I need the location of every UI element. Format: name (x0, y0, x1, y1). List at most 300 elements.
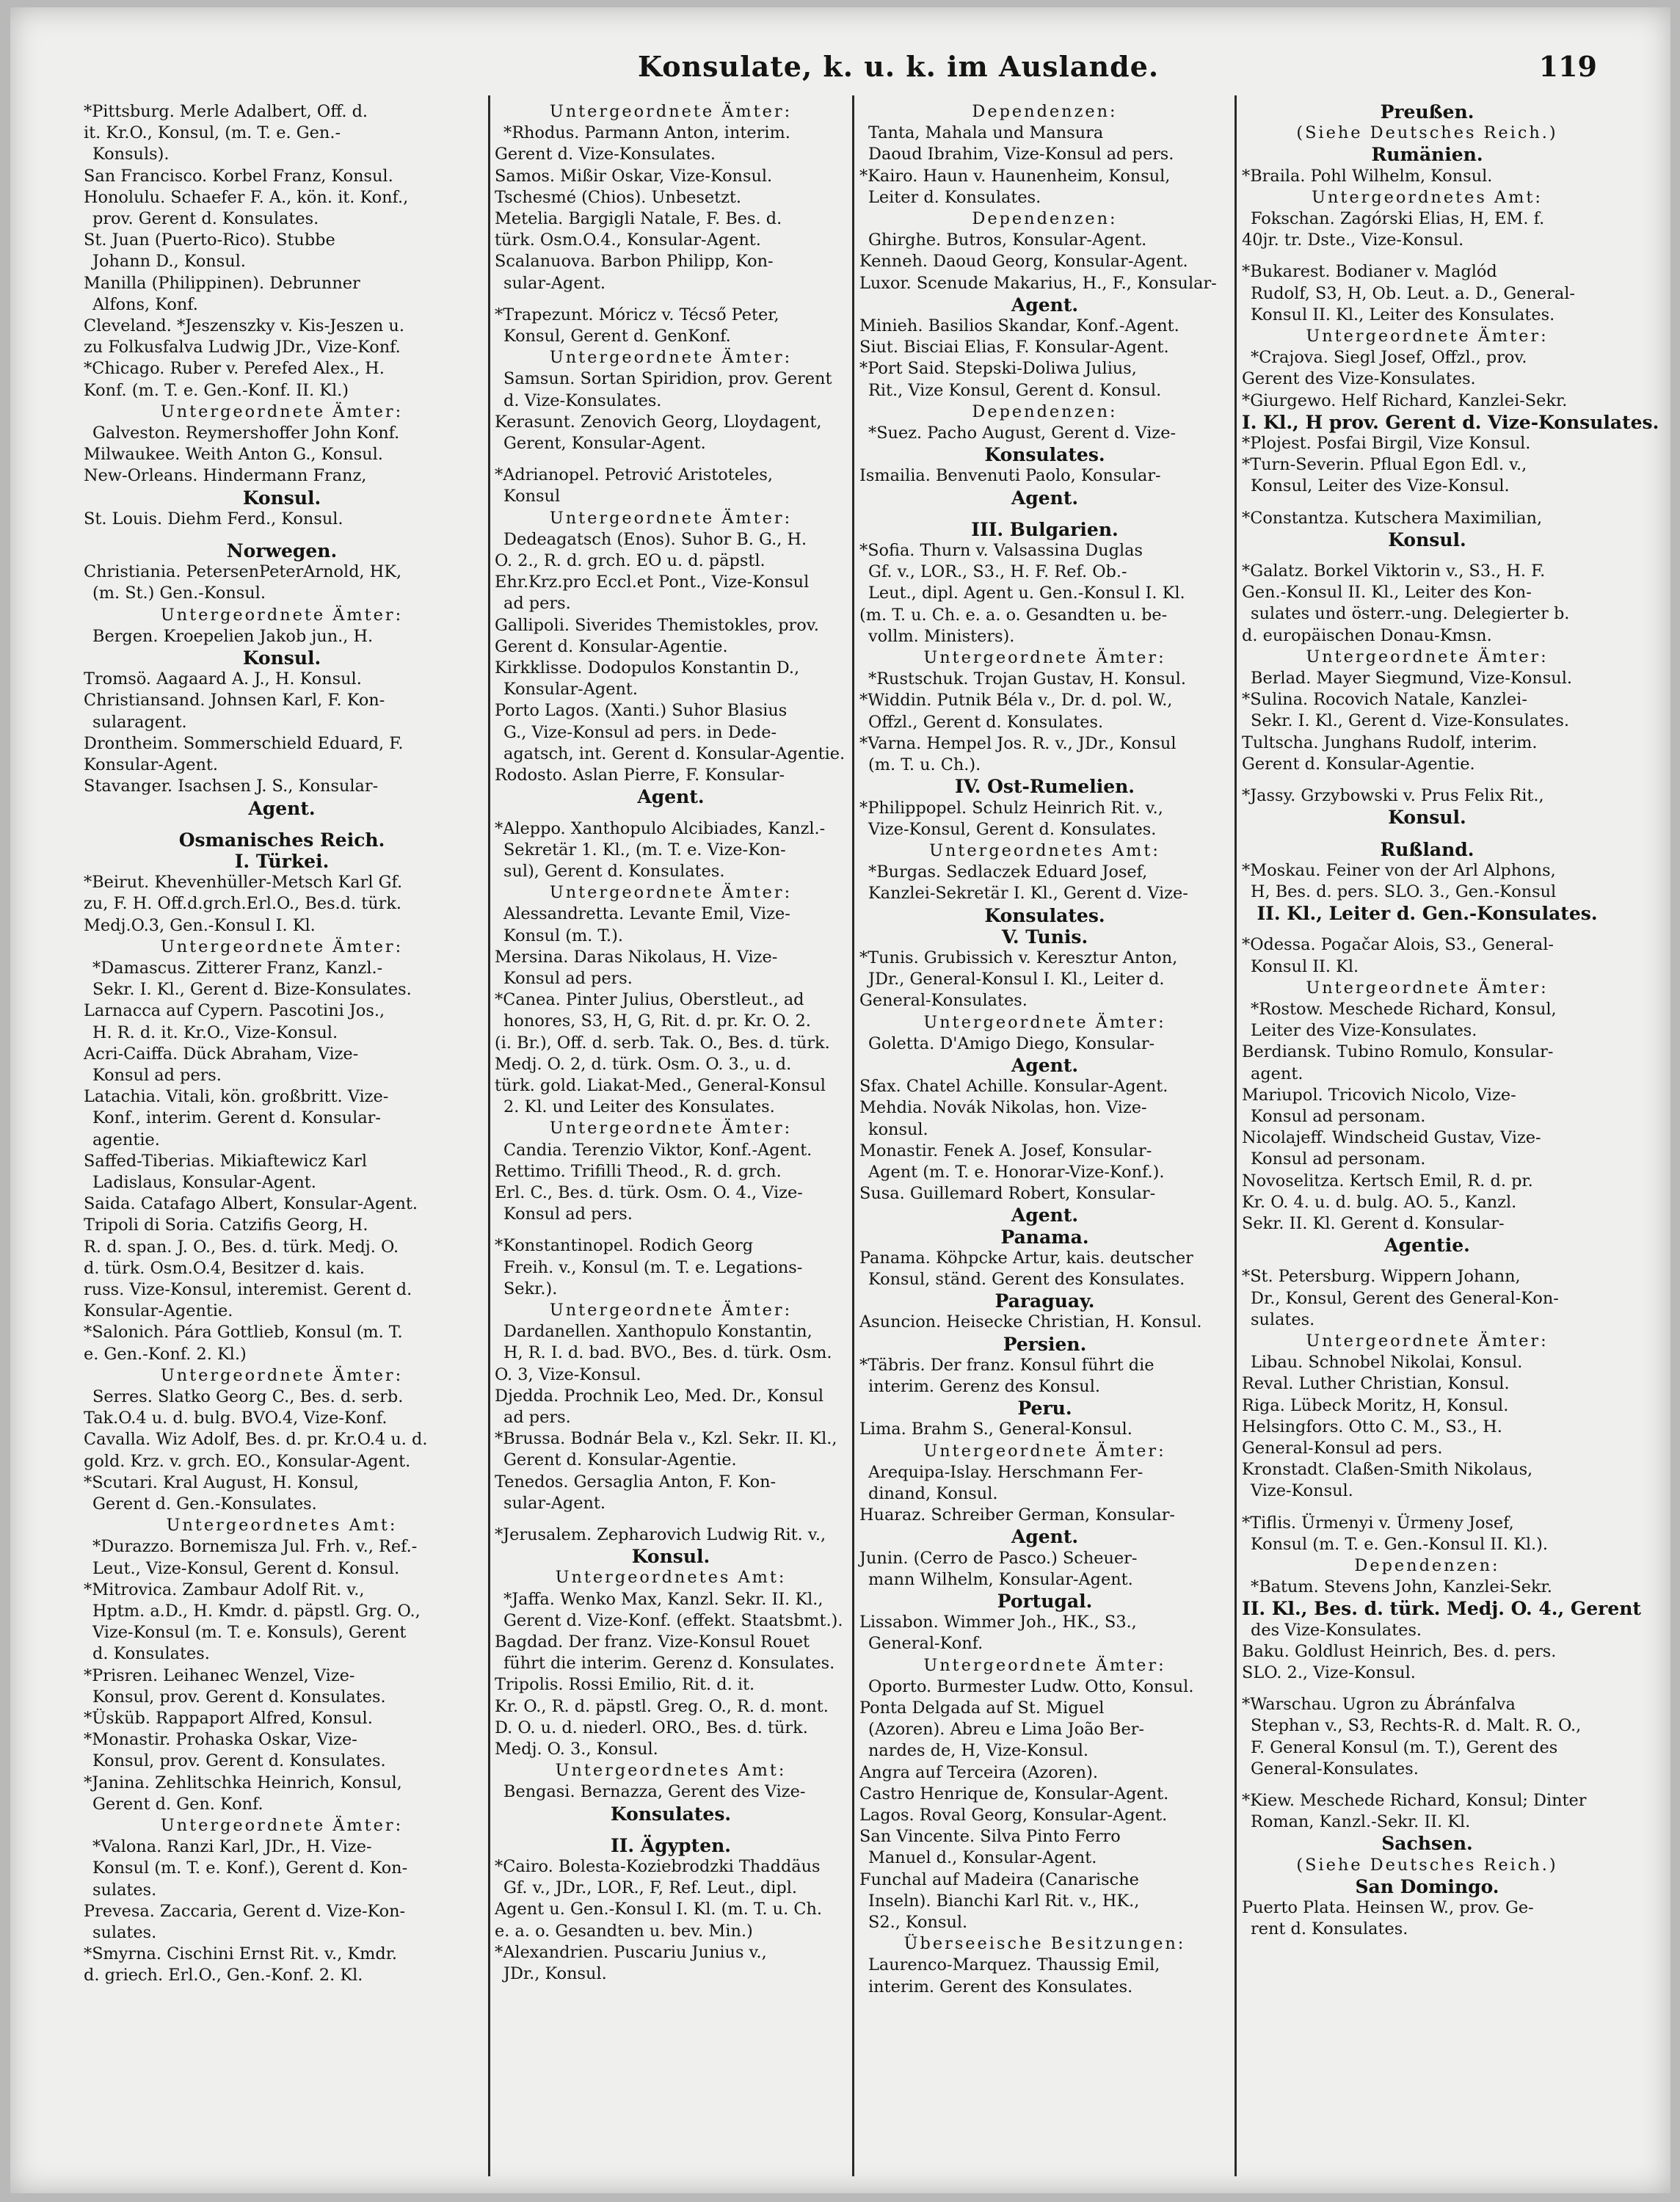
subsection-label: Untergeordnetes Amt: (555, 1761, 787, 1781)
subsection-label: (Siehe Deutsches Reich.) (1296, 123, 1558, 143)
column-4 (1242, 101, 1659, 2193)
directory-line: Alessandretta. Levante Emil, Vize- (503, 904, 790, 924)
spacer (495, 1514, 847, 1525)
directory-line: sulates. (92, 1880, 157, 1900)
spacer (1242, 1502, 1612, 1513)
directory-line: Reval. Luther Christian, Konsul. (1242, 1374, 1510, 1394)
directory-line: Latachia. Vitali, kön. großbritt. Vize- (84, 1087, 389, 1107)
country-heading: I. Kl., H prov. Gerent d. Vize-Konsulates. (1242, 411, 1659, 433)
directory-line: *Braila. Pohl Wilhelm, Konsul. (1242, 166, 1493, 186)
directory-line: *Rhodus. Parmann Anton, interim. (503, 123, 790, 143)
column-1 (84, 101, 480, 2193)
directory-line: *Beirut. Khevenhüller-Metsch Karl Gf. (84, 873, 403, 893)
directory-line: gold. Krz. v. grch. EO., Konsular-Agent. (84, 1451, 411, 1471)
directory-line: Bagdad. Der franz. Vize-Konsul Rouet (495, 1632, 810, 1652)
directory-line: Dr., Konsul, Gerent des General-Kon- (1251, 1288, 1559, 1308)
directory-line: *Brussa. Bodnár Bela v., Kzl. Sekr. II. Kl., (495, 1429, 837, 1449)
directory-line: Ismailia. Benvenuti Paolo, Konsular- (859, 466, 1161, 486)
column-rule (852, 95, 854, 2176)
country-heading: Konsulates. (984, 444, 1105, 466)
directory-line: Larnacca auf Cypern. Pascotini Jos., (84, 1001, 385, 1021)
directory-line: Riga. Lübeck Moritz, H, Konsul. (1242, 1395, 1509, 1415)
directory-line: *Port Said. Stepski-Doliwa Julius, (859, 359, 1137, 379)
country-heading: Preußen. (1380, 101, 1474, 123)
subsection-label: Dependenzen: (972, 209, 1118, 229)
directory-line: Siut. Bisciai Elias, F. Konsular-Agent. (859, 338, 1169, 357)
directory-line: Ponta Delgada auf St. Miguel (859, 1698, 1105, 1718)
directory-line: St. Louis. Diehm Ferd., Konsul. (84, 509, 343, 528)
subsection-label: Dependenzen: (972, 102, 1118, 121)
directory-line: Gf. v., JDr., LOR., F, Ref. Leut., dipl. (503, 1878, 798, 1898)
subsection-label: Untergeordnete Ämter: (923, 1441, 1166, 1461)
directory-line: *Batum. Stevens John, Kanzlei-Sekr. (1251, 1577, 1552, 1597)
page-header (10, 50, 1670, 87)
directory-line: General-Konsulates. (1251, 1759, 1419, 1778)
directory-line: Gerent d. Konsular-Agentie. (1242, 754, 1475, 774)
directory-line: Alfons, Konf. (92, 294, 198, 314)
directory-line: e. a. o. Gesandten u. bev. Min.) (495, 1921, 753, 1941)
directory-line: Tromsö. Aagaard A. J., H. Konsul. (84, 669, 362, 689)
directory-line: russ. Vize-Konsul, interemist. Gerent d. (84, 1279, 412, 1299)
directory-line: JDr., General-Konsul I. Kl., Leiter d. (868, 970, 1165, 989)
country-heading: Agent. (1011, 1054, 1079, 1076)
directory-line: Junin. (Cerro de Pasco.) Scheuer- (859, 1548, 1138, 1568)
spacer (1242, 498, 1612, 508)
directory-line: zu Folkusfalva Ludwig JDr., Vize-Konf. (84, 338, 401, 357)
directory-line: *Plojest. Posfai Birgil, Vize Konsul. (1242, 434, 1531, 454)
directory-line: Kenneh. Daoud Georg, Konsular-Agent. (859, 252, 1188, 272)
directory-line: Helsingfors. Otto C. M., S3., H. (1242, 1417, 1502, 1436)
subsection-label: Untergeordnete Ämter: (923, 648, 1166, 668)
subsection-label: Untergeordnete Ämter: (160, 605, 404, 625)
directory-line: Tultscha. Junghans Rudolf, interim. (1242, 733, 1538, 752)
directory-line: *Aleppo. Xanthopulo Alcibiades, Kanzl.- (495, 818, 826, 838)
subsection-label: Untergeordnete Ämter: (160, 1816, 404, 1836)
directory-line: Konsul II. Kl., Leiter des Konsulates. (1251, 305, 1555, 324)
directory-line: Rodosto. Aslan Pierre, F. Konsular- (495, 766, 785, 785)
directory-line: (m. St.) Gen.-Konsul. (92, 584, 266, 603)
directory-line: Ladislaus, Konsular-Agent. (92, 1172, 316, 1192)
directory-line: Djedda. Prochnik Leo, Med. Dr., Konsul (495, 1386, 824, 1406)
directory-line: Vize-Konsul, Gerent d. Konsulates. (868, 819, 1157, 839)
directory-line: Konsul ad personam. (1251, 1106, 1426, 1126)
directory-line: Christiania. PetersenPeterArnold, HK, (84, 562, 402, 582)
directory-line: *Chicago. Ruber v. Perefed Alex., H. (84, 359, 385, 379)
directory-line: Cleveland. *Jeszenszky v. Kis-Jeszen u. (84, 316, 404, 336)
directory-line: Agent u. Gen.-Konsul I. Kl. (m. T. u. Ch. (495, 1900, 823, 1919)
directory-line: Konsul (m. T. e. Gen.-Konsul II. Kl.). (1251, 1534, 1549, 1554)
directory-line: sular-Agent. (503, 273, 606, 293)
spacer (1242, 1780, 1612, 1790)
directory-line: Medj. O. 2, d. türk. Osm. O. 3., u. d. (495, 1054, 792, 1074)
directory-line: Leut., Vize-Konsul, Gerent d. Konsul. (92, 1558, 400, 1578)
directory-line: Konsuls). (92, 145, 170, 164)
subsection-label: Untergeordnete Ämter: (549, 883, 793, 903)
country-heading: Portugal. (997, 1591, 1093, 1613)
spacer (84, 819, 480, 829)
directory-line: d. europäischen Donau-Kmsn. (1242, 625, 1492, 645)
spacer (495, 1825, 847, 1835)
country-heading: Panama. (1000, 1226, 1089, 1248)
country-heading: IV. Ost-Rumelien. (955, 776, 1135, 798)
page-number: 119 (1538, 50, 1597, 83)
directory-line: *Rostow. Meschede Richard, Konsul, (1251, 999, 1557, 1019)
directory-line: Serres. Slatko Georg C., Bes. d. serb. (92, 1387, 404, 1406)
country-heading: Konsulates. (984, 904, 1105, 926)
directory-line: Vize-Konsul. (1251, 1481, 1353, 1501)
directory-line: *Varna. Hempel Jos. R. v., JDr., Konsul (859, 733, 1177, 753)
directory-line: it. Kr.O., Konsul, (m. T. e. Gen.- (84, 123, 341, 143)
directory-line: Rettimo. Trifilli Theod., R. d. grch. (495, 1161, 782, 1181)
country-heading: Konsul. (242, 647, 321, 669)
directory-line: Konf., interim. Gerent d. Konsular- (92, 1108, 381, 1128)
directory-line: Offzl., Gerent d. Konsulates. (868, 712, 1104, 732)
directory-line: General-Konf. (868, 1634, 983, 1654)
directory-line: *Sofia. Thurn v. Valsassina Duglas (859, 541, 1143, 561)
directory-line: *Moskau. Feiner von der Arl Alphons, (1242, 860, 1556, 880)
directory-line: Medj.O.3, Gen.-Konsul I. Kl. (84, 915, 316, 935)
spacer (1242, 251, 1612, 261)
spacer (859, 509, 1230, 519)
directory-line: Kirkklisse. Dodopulos Konstantin D., (495, 658, 800, 678)
directory-line: Vize-Konsul (m. T. e. Konsuls), Gerent (92, 1623, 407, 1643)
directory-line: d. Konsulates. (92, 1644, 210, 1664)
directory-line: Candia. Terenzio Viktor, Konf.-Agent. (503, 1140, 812, 1160)
directory-line: *Janina. Zehlitschka Heinrich, Konsul, (84, 1773, 402, 1792)
directory-line: konsul. (868, 1119, 928, 1139)
country-heading: III. Bulgarien. (971, 518, 1119, 540)
subsection-label: Überseeische Besitzungen: (903, 1934, 1186, 1954)
spacer (1242, 924, 1612, 934)
directory-line: *Scutari. Kral August, H. Konsul, (84, 1472, 360, 1492)
directory-line: Konsul ad pers. (92, 1065, 222, 1085)
subsection-label: Untergeordnete Ämter: (1306, 327, 1549, 346)
spacer (495, 808, 847, 818)
directory-line: Cavalla. Wiz Adolf, Bes. d. pr. Kr.O.4 u. d. (84, 1430, 428, 1450)
directory-line: des Vize-Konsulates. (1251, 1620, 1422, 1640)
country-heading: Rußland. (1380, 838, 1474, 860)
directory-line: Inseln). Bianchi Karl Rit. v., HK., (868, 1891, 1140, 1911)
country-heading: Agent. (1011, 1526, 1079, 1548)
directory-line: Konsular-Agent. (503, 680, 639, 700)
directory-line: *Jassy. Grzybowski v. Prus Felix Rit., (1242, 786, 1544, 806)
directory-line: Acri-Caiffa. Dück Abraham, Vize- (84, 1044, 359, 1064)
directory-line: Gf. v., LOR., S3., H. F. Ref. Ob.- (868, 562, 1127, 582)
directory-line: vollm. Ministers). (868, 626, 1015, 646)
subsection-label: Untergeordnete Ämter: (160, 937, 404, 956)
directory-line: Honolulu. Schaefer F. A., kön. it. Konf., (84, 187, 409, 207)
directory-line: *Valona. Ranzi Karl, JDr., H. Vize- (92, 1837, 372, 1857)
directory-line: O. 3, Vize-Konsul. (495, 1365, 641, 1384)
directory-line: *Pittsburg. Merle Adalbert, Off. d. (84, 102, 368, 121)
directory-line: Agent (m. T. e. Honorar-Vize-Konf.). (868, 1162, 1165, 1182)
directory-line: e. Gen.-Konf. 2. Kl.) (84, 1344, 247, 1364)
running-title: Konsulate, k. u. k. im Auslande. (638, 50, 1160, 83)
directory-line: Huaraz. Schreiber German, Konsular- (859, 1505, 1175, 1525)
directory-line: sulates. (1251, 1309, 1315, 1329)
directory-line: Libau. Schnobel Nikolai, Konsul. (1251, 1353, 1523, 1373)
country-heading: Osmanisches Reich. (178, 829, 385, 851)
subsection-label: Untergeordnete Ämter: (549, 348, 793, 368)
directory-line: Erl. C., Bes. d. türk. Osm. O. 4., Vize- (495, 1182, 803, 1202)
directory-line: Asuncion. Heisecke Christian, H. Konsul. (859, 1312, 1202, 1332)
directory-line: *Täbris. Der franz. Konsul führt die (859, 1355, 1154, 1375)
directory-line: agent. (1251, 1064, 1303, 1083)
directory-line: *Suez. Pacho August, Gerent d. Vize- (868, 424, 1177, 443)
subsection-label: Untergeordnete Ämter: (1306, 1331, 1549, 1351)
directory-line: Luxor. Scenude Makarius, H., F., Konsular- (859, 273, 1217, 293)
directory-line: Lagos. Roval Georg, Konsular-Agent. (859, 1806, 1168, 1825)
country-heading: Agent. (1011, 1204, 1079, 1227)
directory-line: O. 2., R. d. grch. EO u. d. päpstl. (495, 551, 766, 571)
subsection-label: Untergeordnete Ämter: (1306, 978, 1549, 998)
directory-line: Konsul (m. T. e. Konf.), Gerent d. Kon- (92, 1858, 408, 1878)
spacer (495, 294, 847, 305)
directory-line: Minieh. Basilios Skandar, Konf.-Agent. (859, 316, 1179, 336)
subsection-label: Untergeordnete Ämter: (923, 1012, 1166, 1032)
spacer (1242, 1256, 1612, 1266)
directory-line: Leut., dipl. Agent u. Gen.-Konsul I. Kl. (868, 584, 1185, 603)
country-heading: II. Kl., Leiter d. Gen.-Konsulates. (1257, 903, 1598, 925)
directory-line: Hptm. a.D., H. Kmdr. d. päpstl. Grg. O., (92, 1602, 421, 1621)
spacer (84, 530, 480, 540)
directory-line: R. d. span. J. O., Bes. d. türk. Medj. O. (84, 1237, 399, 1257)
country-heading: Agent. (1011, 487, 1079, 509)
directory-line: (m. T. u. Ch. e. a. o. Gesandten u. be- (859, 605, 1168, 625)
directory-line: Daoud Ibrahim, Vize-Konsul ad pers. (868, 145, 1174, 164)
country-heading: Paraguay. (994, 1290, 1095, 1312)
spacer (1242, 550, 1612, 561)
spacer (495, 1225, 847, 1235)
directory-line: Tschesmé (Chios). Unbesetzt. (495, 187, 742, 207)
directory-line: Laurenco-Marquez. Thaussig Emil, (868, 1955, 1160, 1975)
directory-line: Saida. Catafago Albert, Konsular-Agent. (84, 1194, 418, 1214)
subsection-label: Untergeordnete Ämter: (160, 1365, 404, 1385)
directory-line: *Tiflis. Ürmenyi v. Ürmeny Josef, (1242, 1513, 1514, 1533)
directory-line: d. griech. Erl.O., Gen.-Konf. 2. Kl. (84, 1966, 363, 1985)
directory-line: interim. Gerenz des Konsul. (868, 1376, 1100, 1396)
directory-line: *Jerusalem. Zepharovich Ludwig Rit. v., (495, 1525, 826, 1544)
country-heading: Agent. (637, 786, 705, 808)
country-heading: Konsul. (1388, 528, 1466, 550)
directory-line: *Damascus. Zitterer Franz, Kanzl.- (92, 958, 383, 978)
directory-line: agentie. (92, 1130, 160, 1149)
directory-line: Sekr. I. Kl., Gerent d. Vize-Konsulates. (1251, 711, 1570, 731)
directory-line: Fokschan. Zagórski Elias, H, EM. f. (1251, 209, 1545, 229)
directory-line: Gerent d. Konsular-Agentie. (503, 1450, 737, 1470)
directory-line: *Tunis. Grubissich v. Keresztur Anton, (859, 948, 1178, 967)
directory-line: Tak.O.4 u. d. bulg. BVO.4, Vize-Konf. (84, 1409, 388, 1428)
directory-line: General-Konsulates. (859, 991, 1028, 1011)
directory-line: Kr. O., R. d. päpstl. Greg. O., R. d. mont. (495, 1696, 829, 1716)
directory-line: Sekr.). (503, 1279, 558, 1298)
directory-line: nardes de, H, Vize-Konsul. (868, 1741, 1089, 1761)
directory-line: *Kairo. Haun v. Haunenheim, Konsul, (859, 166, 1171, 186)
directory-line: Konsul II. Kl. (1251, 956, 1359, 976)
directory-line: sular-Agent. (503, 1493, 606, 1513)
directory-line: (i. Br.), Off. d. serb. Tak. O., Bes. d. türk. (495, 1033, 830, 1053)
directory-line: Samsun. Sortan Spiridion, prov. Gerent (503, 369, 832, 389)
directory-line: Konf. (m. T. e. Gen.-Konf. II. Kl.) (84, 380, 349, 400)
directory-line: Sekretär 1. Kl., (m. T. e. Vize-Kon- (503, 840, 786, 860)
directory-line: Castro Henrique de, Konsular-Agent. (859, 1784, 1169, 1803)
directory-line: Lima. Brahm S., General-Konsul. (859, 1420, 1132, 1439)
directory-line: *Bukarest. Bodianer v. Maglód (1242, 262, 1497, 282)
directory-line: JDr., Konsul. (503, 1964, 607, 1984)
directory-line: *Rustschuk. Trojan Gustav, H. Konsul. (868, 669, 1186, 689)
directory-line: *Prisren. Leihanec Wenzel, Vize- (84, 1665, 355, 1685)
subsection-label: Untergeordnete Ämter: (549, 1119, 793, 1138)
subsection-label: Untergeordnete Ämter: (160, 401, 404, 421)
country-heading: Agentie. (1384, 1235, 1470, 1257)
directory-line: Konsul, Gerent d. GenKonf. (503, 327, 731, 346)
directory-line: *Widdin. Putnik Béla v., Dr. d. pol. W., (859, 691, 1173, 711)
directory-line: D. O. u. d. niederl. ORO., Bes. d. türk. (495, 1718, 808, 1737)
directory-line: Goletta. D'Amigo Diego, Konsular- (868, 1033, 1155, 1053)
directory-line: Gerent des Vize-Konsulates. (1242, 369, 1476, 389)
directory-line: Konsul, prov. Gerent d. Konsulates. (92, 1751, 386, 1771)
directory-line: Konsul (m. T.). (503, 926, 624, 945)
directory-line: Angra auf Terceira (Azoren). (859, 1762, 1098, 1782)
directory-line: H, Bes. d. pers. SLO. 3., Gen.-Konsul (1251, 882, 1557, 901)
directory-line: prov. Gerent d. Konsulates. (92, 209, 319, 229)
subsection-label: Untergeordnetes Amt: (929, 840, 1160, 860)
subsection-label: Dependenzen: (1354, 1556, 1500, 1575)
directory-line: d. Vize-Konsulates. (503, 390, 662, 410)
country-heading: Konsulates. (610, 1803, 732, 1825)
subsection-label: Untergeordnete Ämter: (923, 1655, 1166, 1675)
directory-line: Gerent d. Vize-Konf. (effekt. Staatsbmt.). (503, 1610, 843, 1630)
directory-line: Freih. v., Konsul (m. T. e. Legations- (503, 1257, 803, 1277)
subsection-label: Untergeordnetes Amt: (1312, 187, 1543, 207)
country-heading: Konsul. (242, 487, 321, 509)
directory-line: Konsul ad pers. (503, 1204, 633, 1224)
directory-line: Leiter des Vize-Konsulates. (1251, 1021, 1477, 1041)
directory-line: *Alexandrien. Puscariu Junius v., (495, 1942, 767, 1962)
subsection-label: Untergeordnete Ämter: (549, 508, 793, 528)
directory-line: Mersina. Daras Nikolaus, H. Vize- (495, 947, 778, 967)
spacer (495, 454, 847, 465)
directory-line: Gerent, Konsular-Agent. (503, 434, 706, 454)
directory-line: Drontheim. Sommerschield Eduard, F. (84, 733, 404, 753)
spacer (1242, 775, 1612, 785)
country-heading: Persien. (1003, 1333, 1087, 1355)
directory-line: Konsul (503, 487, 561, 506)
directory-line: *Turn-Severin. Pflual Egon Edl. v., (1242, 455, 1527, 475)
spacer (1242, 1684, 1612, 1694)
country-heading: II. Kl., Bes. d. türk. Medj. O. 4., Gerent (1242, 1598, 1641, 1620)
directory-line: interim. Gerent des Konsulates. (868, 1977, 1133, 1996)
country-heading: I. Türkei. (234, 850, 330, 872)
directory-line: Ghirghe. Butros, Konsular-Agent. (868, 230, 1147, 250)
directory-line: Nicolajeff. Windscheid Gustav, Vize- (1242, 1128, 1541, 1148)
directory-line: (m. T. u. Ch.). (868, 755, 981, 775)
directory-line: Medj. O. 3., Konsul. (495, 1740, 658, 1759)
subsection-label: Untergeordnete Ämter: (1306, 647, 1549, 666)
directory-line: Sfax. Chatel Achille. Konsular-Agent. (859, 1077, 1168, 1097)
directory-line: Christiansand. Johnsen Karl, F. Kon- (84, 691, 385, 711)
spacer (1242, 829, 1612, 839)
directory-line: Tanta, Mahala und Mansura (868, 123, 1104, 143)
country-heading: II. Ägypten. (610, 1834, 731, 1856)
directory-line: Gerent d. Gen. Konf. (92, 1794, 263, 1814)
directory-line: Oporto. Burmester Ludw. Otto, Konsul. (868, 1676, 1194, 1696)
directory-line: New-Orleans. Hindermann Franz, (84, 466, 367, 486)
directory-line: Kr. O. 4. u. d. bulg. AO. 5., Kanzl. (1242, 1192, 1517, 1212)
directory-line: Konsul, Leiter des Vize-Konsul. (1251, 476, 1510, 496)
country-heading: Agent. (248, 797, 316, 819)
directory-line: Galveston. Reymershoffer John Konf. (92, 424, 400, 443)
directory-line: *Trapezunt. Móricz v. Técső Peter, (495, 305, 779, 324)
directory-line: Dedeagatsch (Enos). Suhor B. G., H. (503, 529, 807, 549)
directory-line: General-Konsul ad pers. (1242, 1438, 1443, 1458)
directory-line: St. Juan (Puerto-Rico). Stubbe (84, 230, 335, 250)
directory-line: *Kiew. Meschede Richard, Konsul; Dinter (1242, 1791, 1587, 1811)
directory-line: dinand, Konsul. (868, 1484, 998, 1503)
directory-line: Mariupol. Tricovich Nicolo, Vize- (1242, 1085, 1516, 1105)
directory-line: Ehr.Krz.pro Eccl.et Pont., Vize-Konsul (495, 573, 810, 592)
directory-line: Monastir. Fenek A. Josef, Konsular- (859, 1141, 1152, 1160)
directory-line: ad pers. (503, 1407, 571, 1427)
directory-line: Kronstadt. Claßen-Smith Nikolaus, (1242, 1460, 1533, 1480)
country-heading: Sachsen. (1381, 1833, 1473, 1855)
directory-line: Leiter d. Konsulates. (868, 187, 1041, 207)
directory-line: 40jr. tr. Dste., Vize-Konsul. (1242, 230, 1464, 250)
directory-line: Saffed-Tiberias. Mikiaftewicz Karl (84, 1151, 367, 1171)
directory-line: Susa. Guillemard Robert, Konsular- (859, 1184, 1156, 1204)
directory-line: H. R. d. it. Kr.O., Vize-Konsul. (92, 1022, 338, 1042)
country-heading: Norwegen. (226, 540, 338, 562)
directory-line: Rudolf, S3, H, Ob. Leut. a. D., General- (1251, 283, 1575, 303)
directory-line: 2. Kl. und Leiter des Konsulates. (503, 1097, 775, 1117)
directory-line: Kanzlei-Sekretär I. Kl., Gerent d. Vize- (868, 884, 1188, 904)
directory-line: Metelia. Bargigli Natale, F. Bes. d. (495, 209, 782, 229)
directory-line: mann Wilhelm, Konsular-Agent. (868, 1569, 1133, 1589)
directory-line: *Adrianopel. Petrović Aristoteles, (495, 465, 774, 485)
directory-line: Milwaukee. Weith Anton G., Konsul. (84, 445, 383, 465)
directory-line: Konsul, prov. Gerent d. Konsulates. (92, 1687, 386, 1707)
directory-line: *Cairo. Bolesta-Koziebrodzki Thaddäus (495, 1857, 821, 1877)
directory-line: Berdiansk. Tubino Romulo, Konsular- (1242, 1042, 1554, 1062)
directory-line: *Salonich. Pára Gottlieb, Konsul (m. T. (84, 1323, 403, 1342)
directory-line: Stephan v., S3, Rechts-R. d. Malt. R. O., (1251, 1716, 1582, 1736)
directory-line: Konsul, ständ. Gerent des Konsulates. (868, 1269, 1185, 1289)
country-heading: Agent. (1011, 294, 1079, 316)
directory-line: Konsul ad personam. (1251, 1149, 1426, 1169)
directory-line: Bengasi. Bernazza, Gerent des Vize- (503, 1782, 806, 1802)
directory-line: sulates. (92, 1923, 157, 1943)
column-2 (495, 101, 847, 2193)
directory-line: Funchal auf Madeira (Canarische (859, 1869, 1139, 1889)
directory-line: Prevesa. Zaccaria, Gerent d. Vize-Kon- (84, 1901, 406, 1921)
directory-line: *St. Petersburg. Wippern Johann, (1242, 1267, 1521, 1287)
directory-line: San Francisco. Korbel Franz, Konsul. (84, 166, 393, 186)
directory-line: (Azoren). Abreu e Lima João Ber- (868, 1720, 1144, 1740)
document-page (10, 7, 1670, 2193)
directory-line: *Giurgewo. Helf Richard, Kanzlei-Sekr. (1242, 390, 1568, 410)
directory-line: Gerent d. Vize-Konsulates. (495, 145, 716, 164)
directory-line: honores, S3, H, G, Rit. d. pr. Kr. O. 2. (503, 1011, 811, 1031)
directory-line: Gerent d. Gen.-Konsulates. (92, 1494, 317, 1514)
directory-line: Tripoli di Soria. Catzifis Georg, H. (84, 1216, 368, 1235)
subsection-label: Untergeordnete Ämter: (549, 1300, 793, 1320)
country-heading: Peru. (1017, 1398, 1072, 1420)
directory-line: *Jaffa. Wenko Max, Kanzl. Sekr. II. Kl., (503, 1589, 823, 1609)
directory-line: agatsch, int. Gerent d. Konsular-Agentie. (503, 744, 846, 763)
directory-line: rent d. Konsulates. (1251, 1919, 1408, 1939)
country-heading: Konsul. (1388, 807, 1466, 829)
directory-line: Rit., Vize Konsul, Gerent d. Konsul. (868, 380, 1162, 400)
